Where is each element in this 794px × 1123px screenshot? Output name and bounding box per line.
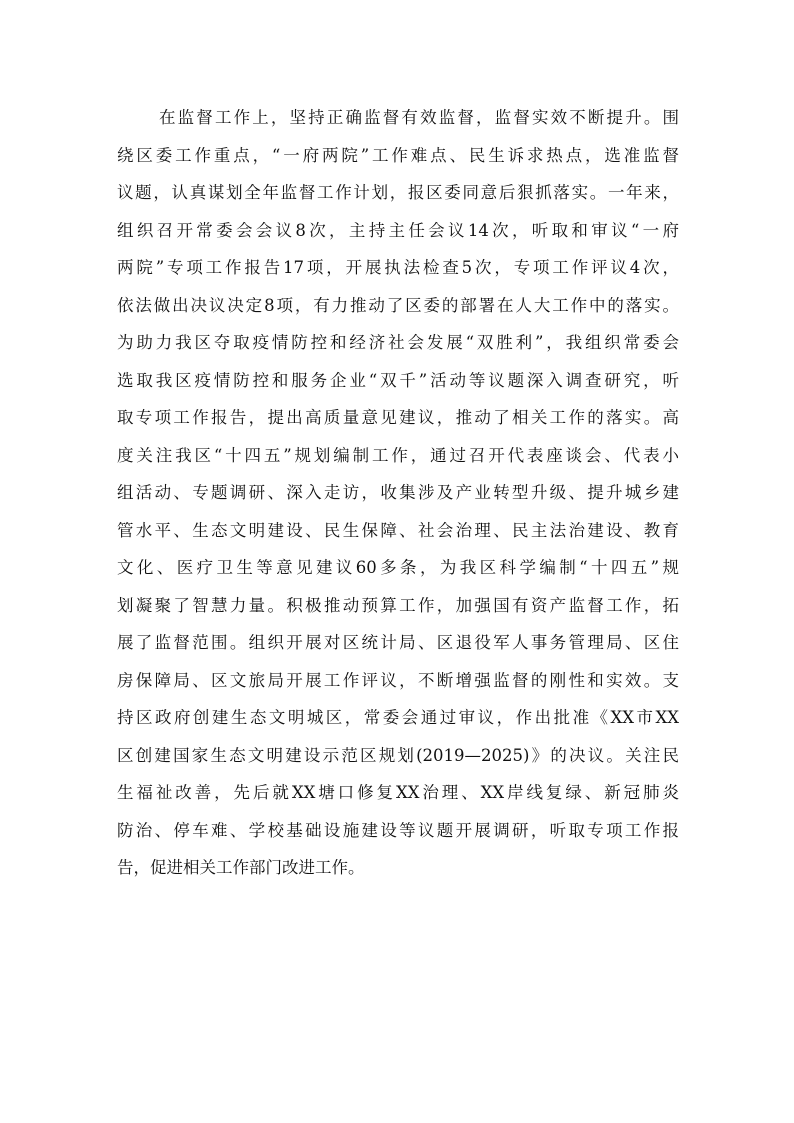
paragraph-line: 房保障局、区文旅局开展工作评议，不断增强监督的刚性和实效。支 [117, 670, 679, 690]
paragraph-line: 度关注我区“十四五”规划编制工作，通过召开代表座谈会、代表小 [117, 445, 679, 465]
paragraph-line: 管水平、生态文明建设、民生保障、社会治理、民主法治建设、教育 [117, 520, 679, 540]
paragraph-line: 生福祉改善，先后就XX塘口修复XX治理、XX岸线复绿、新冠肺炎 [117, 783, 679, 802]
paragraph-line: 议题，认真谋划全年监督工作计划，报区委同意后狠抓落实。一年来， [117, 183, 679, 202]
paragraph-line: 组活动、专题调研、深入走访，收集涉及产业转型升级、提升城乡建 [117, 483, 679, 502]
paragraph-line: 组织召开常委会会议8次，主持主任会议14次，听取和审议“一府 [117, 220, 679, 240]
paragraph-line: 在监督工作上，坚持正确监督有效监督，监督实效不断提升。围 [159, 108, 679, 127]
paragraph-line: 展了监督范围。组织开展对区统计局、区退役军人事务管理局、区住 [117, 633, 679, 652]
paragraph-line: 两院”专项工作报告17项，开展执法检查5次，专项工作评议4次， [117, 258, 679, 277]
body-paragraph [117, 99, 679, 887]
paragraph-line: 告，促进相关工作部门改进工作。 [117, 858, 365, 877]
paragraph-line: 选取我区疫情防控和服务企业“双千”活动等议题深入调查研究，听 [117, 370, 679, 390]
paragraph-line: 文化、医疗卫生等意见建议60多条，为我区科学编制“十四五”规 [117, 558, 679, 577]
paragraph-line: 区创建国家生态文明建设示范区规划(2019—2025)》的决议。关注民 [117, 745, 679, 765]
paragraph-line: 持区政府创建生态文明城区，常委会通过审议，作出批准《XX市XX [117, 708, 679, 727]
paragraph-line: 绕区委工作重点，“一府两院”工作难点、民生诉求热点，选准监督 [117, 145, 679, 165]
paragraph-line: 取专项工作报告，提出高质量意见建议，推动了相关工作的落实。高 [117, 408, 679, 427]
paragraph-line: 为助力我区夺取疫情防控和经济社会发展“双胜利”，我组织常委会 [117, 333, 679, 352]
paragraph-line: 防治、停车难、学校基础设施建设等议题开展调研，听取专项工作报 [117, 820, 679, 840]
paragraph-line: 划凝聚了智慧力量。积极推动预算工作，加强国有资产监督工作，拓 [117, 595, 679, 615]
paragraph-line: 依法做出决议决定8项，有力推动了区委的部署在人大工作中的落实。 [117, 295, 679, 315]
